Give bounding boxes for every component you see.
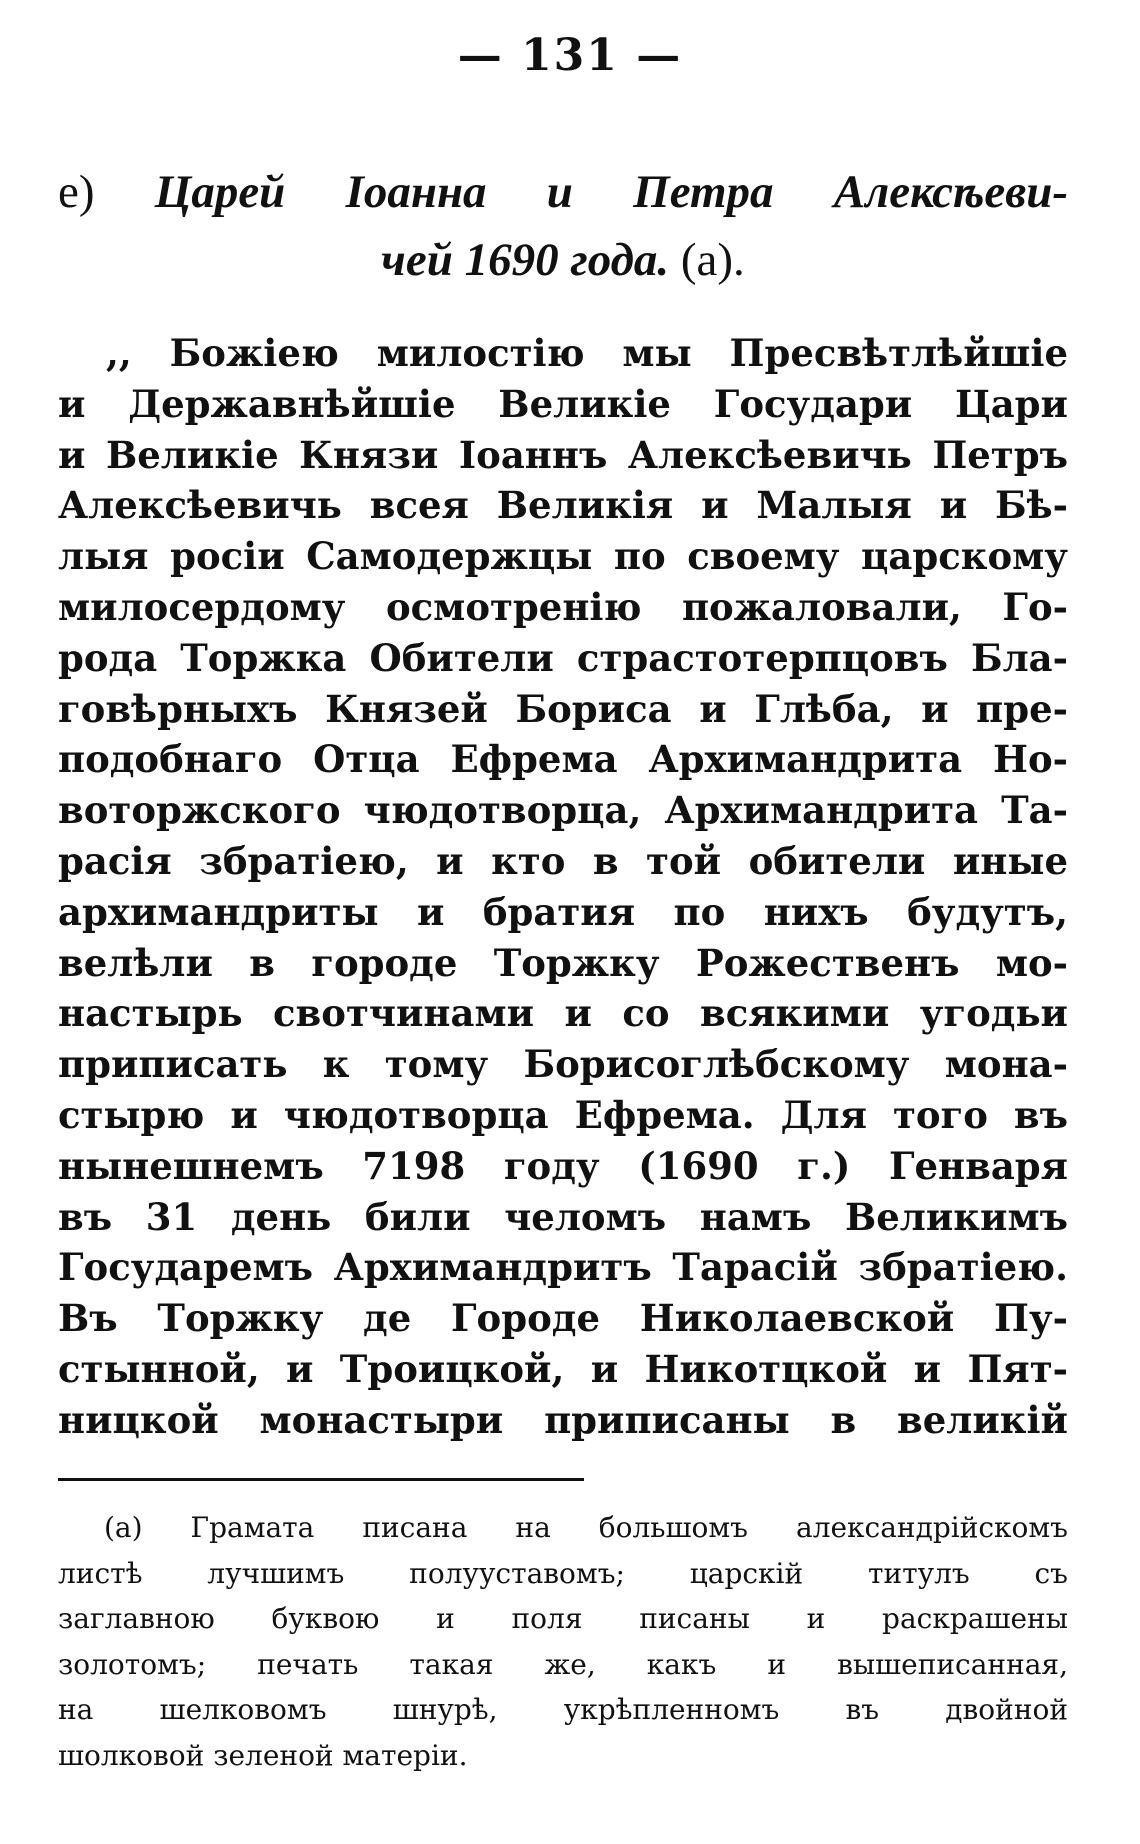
heading-title-line-1: Царей Іоанна и Петра Алексѣеви- <box>154 166 1068 218</box>
footnote-line: листѣ лучшимъ полууставомъ; царскій титулъ съ <box>58 1556 1068 1590</box>
body-line: подобнаго Отца Ефрема Архимандрита Но- <box>58 737 1068 782</box>
heading-title-line-2: чей 1690 года. <box>381 234 670 286</box>
body-line: настырь свотчинами и со всякими угодьи <box>58 991 1068 1036</box>
footnote-divider <box>58 1478 584 1481</box>
footnote-line: шолковой зеленой матеріи. <box>58 1738 468 1772</box>
body-line: ницкой монастыри приписаны в великій <box>58 1397 1068 1442</box>
body-line: нынешнемъ 7198 году (1690 г.) Генваря <box>58 1143 1068 1188</box>
footnote <box>58 1505 1068 1779</box>
body-line: и Державнѣйшіе Великіе Государи Цари <box>58 381 1068 426</box>
footnote-line: золотомъ; печать такая же, какъ и вышеписанная, <box>58 1647 1068 1681</box>
body-line: архимандриты и братия по нихъ будутъ, <box>58 889 1068 934</box>
footnote-reference: (а). <box>680 234 745 286</box>
body-line: милосердому осмотренію пожаловали, Го- <box>58 584 1068 629</box>
body-line: въ 31 день били челомъ намъ Великимъ <box>58 1194 1068 1239</box>
body-line: ,, Божіею милостію мы Пресвѣтлѣйшіе <box>106 331 1068 375</box>
footnote-line: на шелковомъ шнурѣ, укрѣпленномъ въ двойной <box>58 1693 1068 1727</box>
heading-line-1 <box>58 158 1068 226</box>
body-line: стынной, и Троицкой, и Никотцкой и Пят- <box>58 1346 1068 1391</box>
body-line: и Великіе Князи Іоаннъ Алексѣевичь Петръ <box>58 432 1068 477</box>
heading-line-2 <box>58 226 1068 294</box>
body-line: велѣли в городе Торжку Рожественъ мо- <box>58 940 1068 985</box>
body-line: рода Торжка Обители страстотерпцовъ Бла- <box>58 635 1068 680</box>
body-line: говѣрныхъ Князей Бориса и Глѣба, и пре- <box>58 686 1068 731</box>
body-text <box>58 328 1068 1446</box>
footnote-line: (а) Грамата писана на большомъ александрійскомъ <box>104 1511 1068 1544</box>
body-line: лыя росіи Самодержцы по своему царскому <box>58 534 1068 579</box>
heading-marker: е) <box>58 166 95 218</box>
body-line: стырю и чюдотворца Ефрема. Для того въ <box>58 1092 1068 1137</box>
page-number: — 131 — <box>457 30 683 81</box>
body-line: Алексѣевичь всея Великія и Малыя и Бѣ- <box>58 483 1068 528</box>
section-heading <box>58 158 1068 294</box>
body-line: приписать к тому Борисоглѣбскому мона- <box>58 1042 1068 1087</box>
body-line: Государемъ Архимандритъ Тарасій збратіею. <box>58 1245 1068 1290</box>
body-line: расія збратіею, и кто в той обители иные <box>58 838 1068 883</box>
body-line: Въ Торжку де Городе Николаевской Пу- <box>58 1296 1068 1341</box>
body-line: воторжского чюдотворца, Архимандрита Та- <box>58 788 1068 833</box>
footnote-line: заглавною буквою и поля писаны и раскрашены <box>58 1602 1068 1636</box>
